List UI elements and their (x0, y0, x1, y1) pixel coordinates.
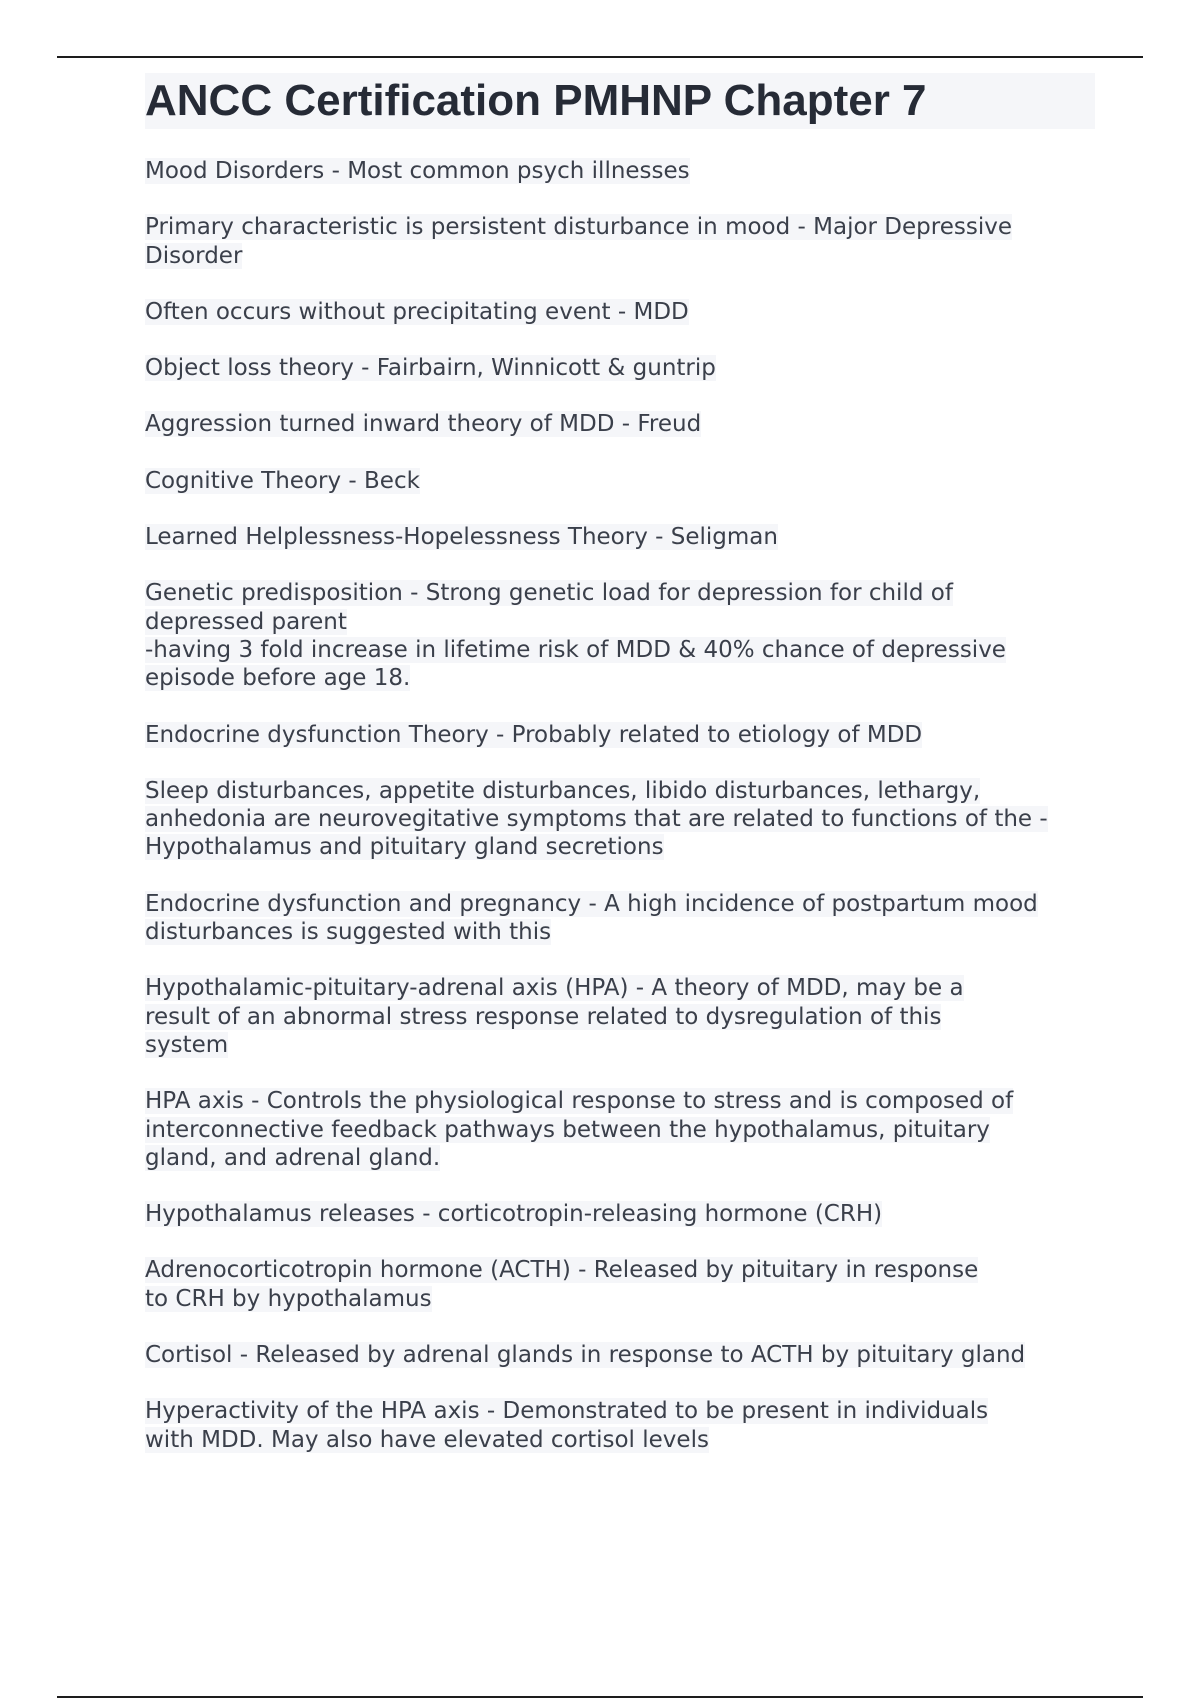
entry-line-text: system (145, 1031, 229, 1058)
flashcard-entry (145, 1397, 1095, 1454)
entry-line-text: Adrenocorticotropin hormone (ACTH) - Released by pituitary in response (145, 1257, 979, 1284)
flashcard-entry (145, 298, 1095, 326)
flashcard-entry (145, 890, 1095, 947)
flashcard-entry (145, 354, 1095, 382)
flashcard-entry (145, 974, 1095, 1059)
document-body (145, 73, 1095, 1482)
entry-line-text: Often occurs without precipitating event - MDD (145, 298, 689, 325)
entry-line-text: disturbances is suggested with this (145, 919, 552, 946)
entry-line (145, 242, 1095, 270)
entry-line (145, 1144, 1095, 1172)
entry-line-text: Disorder (145, 242, 243, 269)
entry-line (145, 918, 1095, 946)
entry-line (145, 1397, 1095, 1425)
entry-line (145, 777, 1095, 805)
entry-line (145, 1256, 1095, 1284)
entry-line (145, 1087, 1095, 1115)
entry-line (145, 974, 1095, 1002)
entry-line (145, 664, 1095, 692)
entry-line-text: Endocrine dysfunction and pregnancy - A high incidence of postpartum mood (145, 890, 1038, 917)
flashcard-entry (145, 1200, 1095, 1228)
entry-line (145, 213, 1095, 241)
flashcard-list (145, 157, 1095, 1454)
page-title: ANCC Certification PMHNP Chapter 7 (145, 73, 1095, 129)
entry-line-text: Mood Disorders - Most common psych illnesses (145, 158, 690, 184)
entry-line (145, 721, 1095, 749)
entry-line-text: HPA axis - Controls the physiological response to stress and is composed of (145, 1088, 1014, 1115)
entry-line-text: Hypothalamus and pituitary gland secretions (145, 834, 664, 861)
entry-line (145, 608, 1095, 636)
flashcard-entry (145, 777, 1095, 862)
entry-line-text: Aggression turned inward theory of MDD - Freud (145, 411, 702, 438)
flashcard-entry (145, 1341, 1095, 1369)
entry-line-text: depressed parent (145, 608, 347, 635)
entry-line-text: to CRH by hypothalamus (145, 1285, 432, 1312)
entry-line-text: Endocrine dysfunction Theory - Probably related to etiology of MDD (145, 721, 923, 748)
entry-line-text: Cognitive Theory - Beck (145, 467, 420, 494)
top-rule (57, 56, 1143, 58)
entry-line-text: Genetic predisposition - Strong genetic load for depression for child of (145, 580, 953, 607)
entry-line-text: Sleep disturbances, appetite disturbances, libido disturbances, lethargy, (145, 777, 981, 804)
entry-line (145, 1426, 1095, 1454)
entry-line-text: Hyperactivity of the HPA axis - Demonstrated to be present in individuals (145, 1398, 989, 1425)
bottom-rule (57, 1696, 1143, 1698)
flashcard-entry (145, 213, 1095, 270)
entry-line-text: -having 3 fold increase in lifetime risk of MDD & 40% chance of depressive (145, 636, 1006, 663)
flashcard-entry (145, 157, 1095, 185)
flashcard-entry (145, 721, 1095, 749)
entry-line-text: anhedonia are neurovegitative symptoms that are related to functions of the - (145, 806, 1048, 833)
entry-line (145, 157, 1095, 185)
entry-line (145, 1285, 1095, 1313)
flashcard-entry (145, 410, 1095, 438)
entry-line-text: Primary characteristic is persistent disturbance in mood - Major Depressive (145, 214, 1012, 241)
entry-line-text: result of an abnormal stress response related to dysregulation of this (145, 1003, 942, 1030)
flashcard-entry (145, 1087, 1095, 1172)
entry-line-text: episode before age 18. (145, 665, 411, 692)
entry-line (145, 1031, 1095, 1059)
entry-line (145, 579, 1095, 607)
entry-line-text: with MDD. May also have elevated cortisol levels (145, 1426, 709, 1453)
entry-line (145, 410, 1095, 438)
entry-line (145, 1003, 1095, 1031)
flashcard-entry (145, 467, 1095, 495)
entry-line-text: Cortisol - Released by adrenal glands in response to ACTH by pituitary gland (145, 1342, 1026, 1369)
entry-line-text: Hypothalamus releases - corticotropin-releasing hormone (CRH) (145, 1201, 883, 1228)
entry-line (145, 1341, 1095, 1369)
flashcard-entry (145, 579, 1095, 692)
entry-line (145, 467, 1095, 495)
entry-line-text: Object loss theory - Fairbairn, Winnicott & guntrip (145, 355, 716, 382)
entry-line (145, 890, 1095, 918)
entry-line (145, 523, 1095, 551)
entry-line (145, 1200, 1095, 1228)
entry-line (145, 298, 1095, 326)
entry-line-text: Hypothalamic-pituitary-adrenal axis (HPA) - A theory of MDD, may be a (145, 975, 964, 1002)
entry-line (145, 833, 1095, 861)
flashcard-entry (145, 523, 1095, 551)
entry-line (145, 805, 1095, 833)
entry-line (145, 1116, 1095, 1144)
entry-line-text: Learned Helplessness-Hopelessness Theory - Seligman (145, 524, 778, 551)
entry-line (145, 636, 1095, 664)
entry-line-text: gland, and adrenal gland. (145, 1144, 441, 1171)
entry-line-text: interconnective feedback pathways between the hypothalamus, pituitary (145, 1116, 990, 1143)
flashcard-entry (145, 1256, 1095, 1313)
entry-line (145, 354, 1095, 382)
